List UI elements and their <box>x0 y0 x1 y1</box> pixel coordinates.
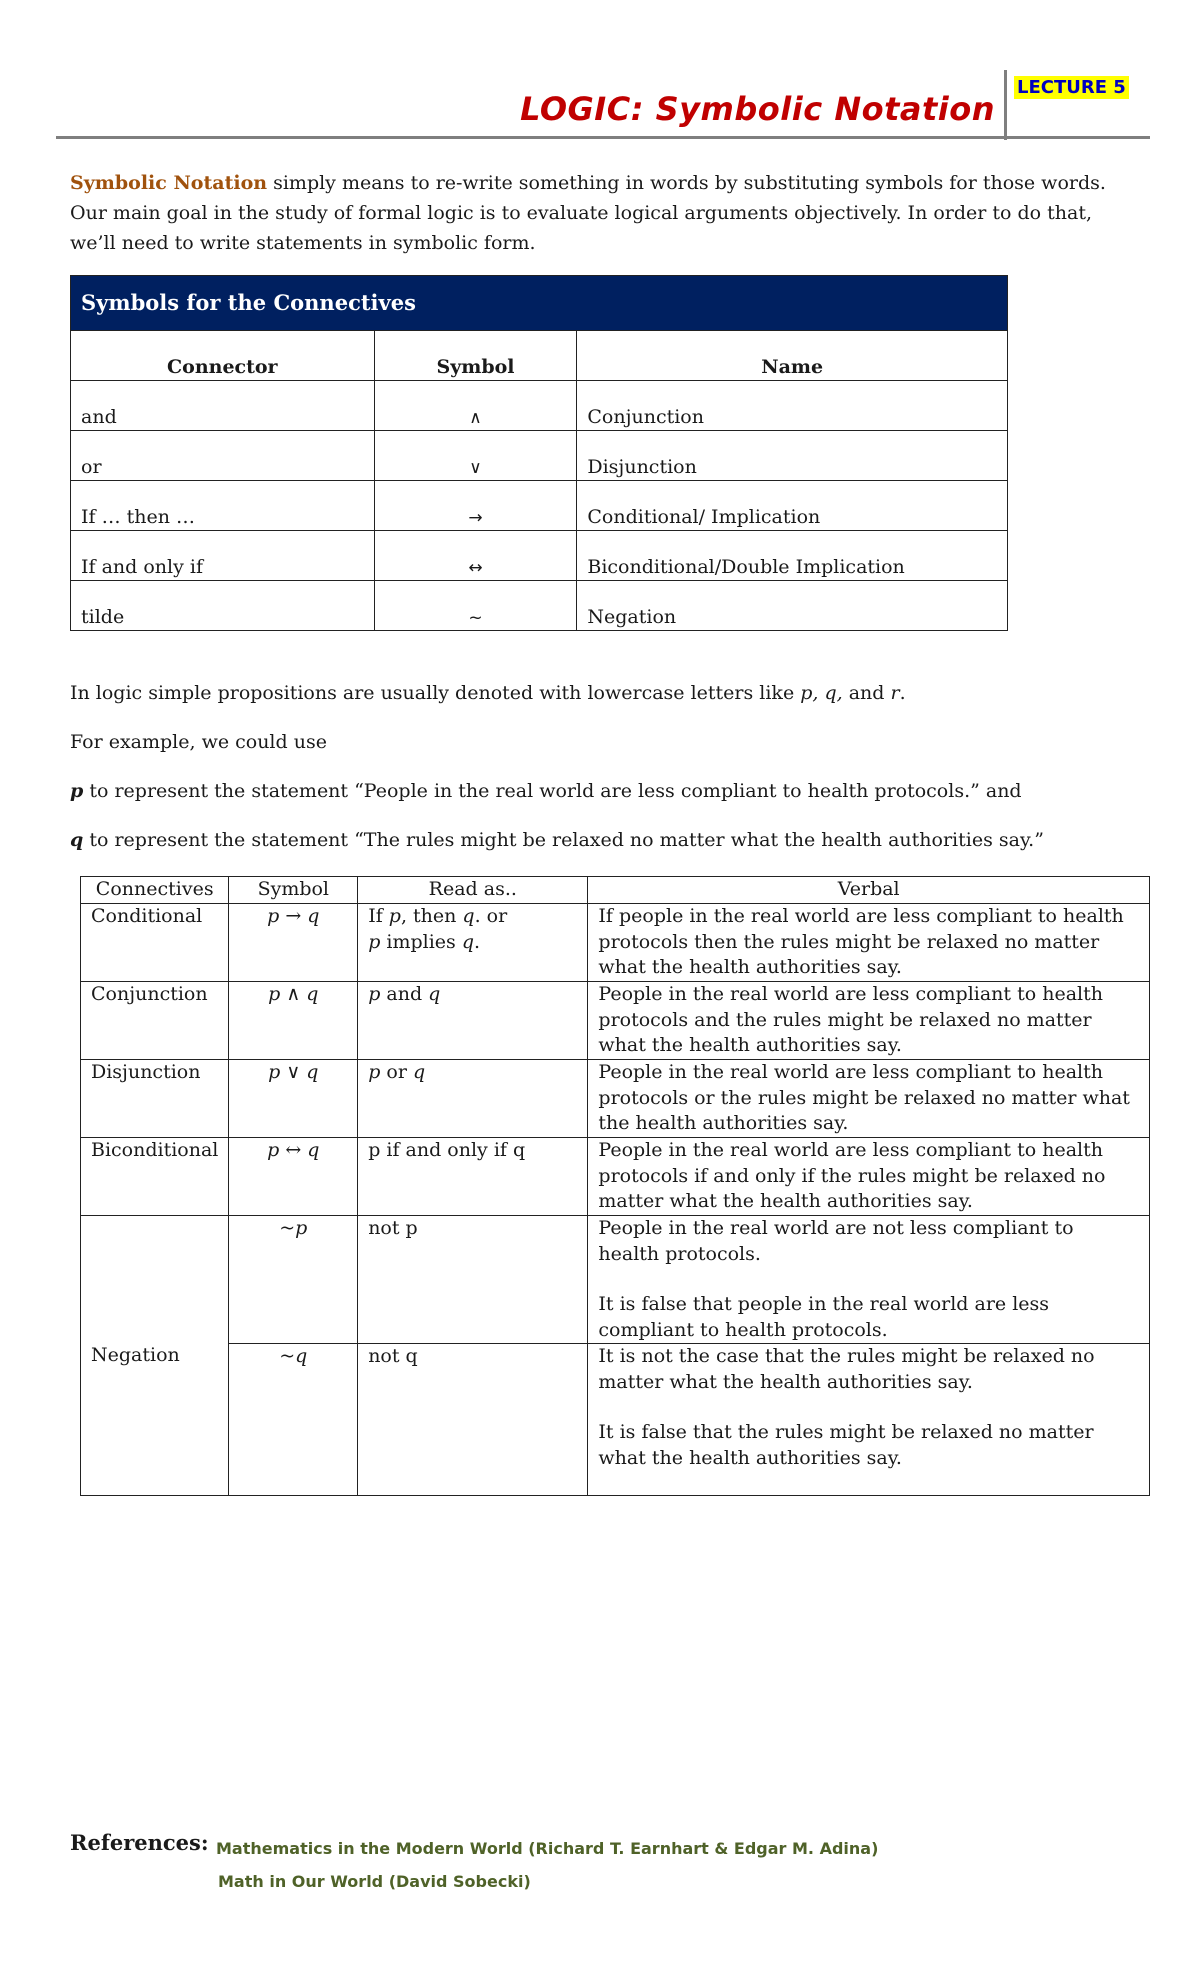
table-row <box>81 1060 1150 1138</box>
header-divider <box>1004 70 1007 140</box>
read-text: or <box>380 1061 413 1083</box>
q-definition <box>70 827 1150 853</box>
table-row <box>71 431 1008 481</box>
read-var: q <box>462 905 475 927</box>
header-verbal: Verbal <box>588 877 1150 904</box>
name-cell: Disjunction <box>577 431 1008 481</box>
table-row <box>71 481 1008 531</box>
name-cell: Conjunction <box>577 381 1008 431</box>
page-header <box>56 66 1150 140</box>
read-var: q <box>428 983 441 1005</box>
name-cell: Conditional/ Implication <box>577 481 1008 531</box>
verbal-line: People in the real world are not less compliant to health protocols. <box>598 1217 1074 1265</box>
header-symbol: Symbol <box>374 331 577 381</box>
name-cell: Biconditional/Double Implication <box>577 531 1008 581</box>
letter-r: r <box>890 682 900 704</box>
read-text: and <box>380 983 429 1005</box>
connectives-table <box>70 275 1008 631</box>
header-rule <box>56 136 1150 139</box>
connectives-table-header <box>71 331 1008 381</box>
read-text: If <box>368 905 389 927</box>
table-row <box>81 904 1150 982</box>
verbal-cell: People in the real world are less compliant to health protocols and the rules might be relaxed no matter what the health authorities say. <box>588 982 1150 1060</box>
verbal-cell: People in the real world are less compliant to health protocols if and only if the rules might be relaxed no matter what the health authorities say. <box>588 1138 1150 1216</box>
p-letter: p <box>70 780 84 802</box>
verbal-line: It is false that people in the real world are less compliant to health protocols. <box>598 1293 1050 1341</box>
read-var: p <box>368 983 381 1005</box>
table-row <box>71 531 1008 581</box>
intro-text-1: simply means to re-write something in words by substituting symbols for those words. <box>267 172 1106 194</box>
connector-cell: and <box>71 381 375 431</box>
read-text: . <box>474 930 481 953</box>
symbol-cell: ~p <box>229 1216 358 1344</box>
read-text: implies <box>380 930 462 953</box>
q-statement: to represent the statement “The rules might be relaxed no matter what the health authorities say.” <box>83 829 1044 851</box>
read-var: q <box>412 1061 426 1083</box>
verbal-cell <box>588 1216 1150 1344</box>
connective-name: Disjunction <box>81 1060 229 1138</box>
verbal-cell <box>588 1344 1150 1496</box>
read-var: p <box>388 905 401 927</box>
letters-pq: p, q, <box>800 682 843 704</box>
p-definition <box>70 778 1150 804</box>
connective-name: Conjunction <box>81 982 229 1060</box>
propositions-text: . <box>899 682 906 704</box>
symbol-cell: ~q <box>229 1344 358 1496</box>
examples-table-header <box>81 877 1150 904</box>
read-as-cell: p if and only if q <box>358 1138 588 1216</box>
symbol-cell: ∧ <box>374 381 577 431</box>
connectives-table-banner: Symbols for the Connectives <box>71 276 1008 331</box>
connector-cell: If … then … <box>71 481 375 531</box>
q-letter: q <box>70 829 84 851</box>
connector-cell: If and only if <box>71 531 375 581</box>
header-connectives: Connectives <box>81 877 229 904</box>
connector-cell: or <box>71 431 375 481</box>
header-connector: Connector <box>71 331 375 381</box>
symbol-cell: ∨ <box>374 431 577 481</box>
connective-name: Negation <box>81 1216 229 1496</box>
read-as-cell: not q <box>358 1344 588 1496</box>
table-row <box>81 982 1150 1060</box>
read-var: q <box>461 930 475 953</box>
read-as-cell: not p <box>358 1216 588 1344</box>
intro-paragraph <box>70 168 1130 258</box>
connective-name: Conditional <box>81 904 229 982</box>
symbol-cell: p ∨ q <box>229 1060 358 1138</box>
propositions-text: In logic simple propositions are usually denoted with lowercase letters like <box>70 682 801 704</box>
read-text: . or <box>474 905 508 927</box>
connective-name: Biconditional <box>81 1138 229 1216</box>
read-text: , then <box>400 905 463 927</box>
example-lead: For example, we could use <box>70 731 327 753</box>
intro-highlight: Symbolic Notation <box>70 172 268 194</box>
read-as-cell <box>358 982 588 1060</box>
read-as-cell <box>358 904 588 982</box>
verbal-cell: People in the real world are less compliant to health protocols or the rules might be relaxed no matter what the health authorities say. <box>588 1060 1150 1138</box>
header-name: Name <box>577 331 1008 381</box>
read-as-cell <box>358 1060 588 1138</box>
connector-cell: tilde <box>71 581 375 631</box>
reference-item: Math in Our World (David Sobecki) <box>218 1872 531 1891</box>
header-read-as: Read as.. <box>358 877 588 904</box>
propositions-intro <box>70 680 1150 706</box>
symbol-cell: → <box>374 481 577 531</box>
reference-item: Mathematics in the Modern World (Richard T. Earnhart & Edgar M. Adina) <box>216 1839 879 1858</box>
verbal-line: It is false that the rules might be relaxed no matter what the health authorities say. <box>598 1421 1094 1469</box>
intro-text-2: Our main goal in the study of formal logic is to evaluate logical arguments objectively. In order to do that, we’ll need to write statements in symbolic form. <box>70 202 1093 254</box>
lecture-badge: LECTURE 5 <box>1014 76 1129 99</box>
symbol-cell: p → q <box>229 904 358 982</box>
symbol-cell: p ∧ q <box>229 982 358 1060</box>
symbol-cell: p ↔ q <box>229 1138 358 1216</box>
verbal-cell: If people in the real world are less compliant to health protocols then the rules might be relaxed no matter what the health authorities say. <box>588 904 1150 982</box>
header-symbol: Symbol <box>229 877 358 904</box>
symbol-cell: ↔ <box>374 531 577 581</box>
table-row <box>81 1344 1150 1496</box>
table-row <box>71 381 1008 431</box>
table-row <box>81 1216 1150 1344</box>
p-statement: to represent the statement “People in the real world are less compliant to health protocols.” and <box>83 780 1022 802</box>
table-row <box>81 1138 1150 1216</box>
read-var: p <box>368 930 381 953</box>
name-cell: Negation <box>577 581 1008 631</box>
propositions-text: and <box>842 682 891 704</box>
examples-table <box>80 876 1150 1496</box>
references-label: References: <box>70 1830 209 1855</box>
read-var: p <box>368 1061 381 1083</box>
table-row <box>71 581 1008 631</box>
verbal-line: It is not the case that the rules might be relaxed no matter what the health authorities say. <box>598 1345 1095 1393</box>
page-title: LOGIC: Symbolic Notation <box>520 90 995 128</box>
symbol-cell: ~ <box>374 581 577 631</box>
